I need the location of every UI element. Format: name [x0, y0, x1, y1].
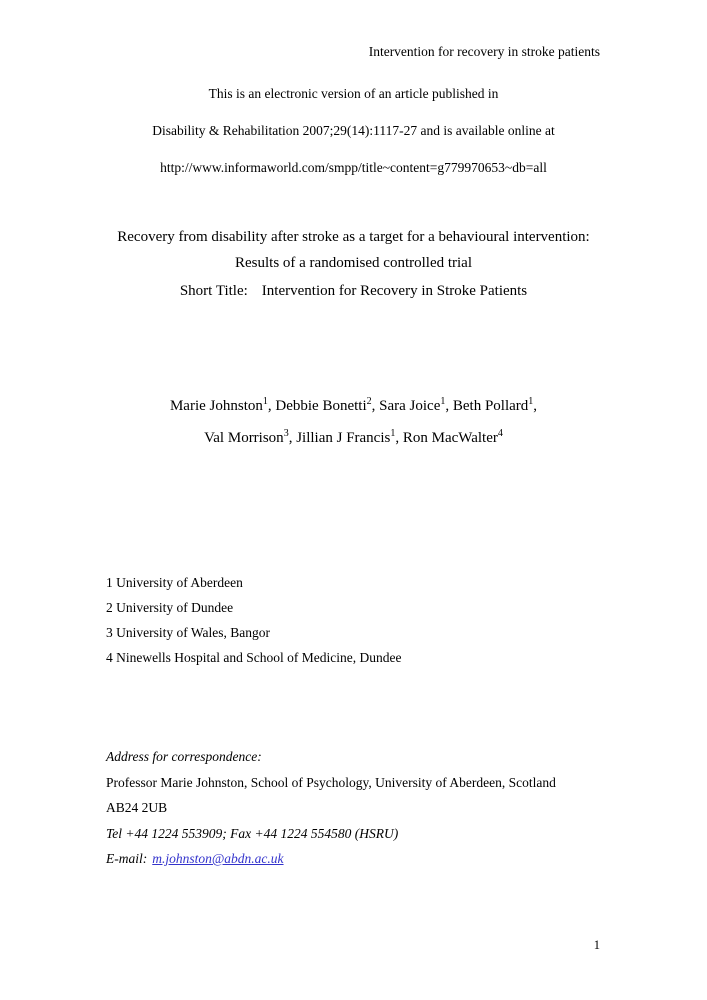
author-separator: ,	[533, 398, 538, 414]
author-val-morrison	[204, 430, 296, 446]
author-name: Beth Pollard	[452, 398, 529, 414]
correspondence-heading: Address for correspondence:	[106, 749, 262, 764]
author-list	[70, 390, 637, 454]
publication-note-url: http://www.informaworld.com/smpp/title~content=g779970653~db=all	[160, 160, 547, 175]
author-beth-pollard	[453, 398, 537, 414]
author-ron-macwalter	[403, 430, 503, 446]
affiliation-ref: 4	[497, 428, 503, 439]
publication-note	[70, 85, 637, 196]
author-separator: ,	[288, 430, 297, 446]
publication-note-line-2: Disability & Rehabilitation 2007;29(14):1117-27 and is available online at	[152, 123, 555, 138]
author-separator: ,	[371, 398, 380, 414]
author-jillian-francis	[296, 430, 403, 446]
affiliation-ref: 1	[440, 396, 446, 407]
short-title-label: Short Title:	[179, 283, 248, 299]
author-sara-joice	[379, 398, 453, 414]
author-separator: ,	[267, 398, 276, 414]
author-name: Jillian J Francis	[296, 430, 391, 446]
affiliation-2: 2 University of Dundee	[106, 600, 234, 615]
affiliation-ref: 1	[262, 396, 268, 407]
article-title: Recovery from disability after stroke as a target for a behavioural intervention: Results of a randomised controlled trial	[117, 229, 590, 271]
publication-note-line-1: This is an electronic version of an article published in	[208, 86, 499, 101]
author-separator: ,	[445, 398, 453, 414]
affiliation-4: 4 Ninewells Hospital and School of Medicine, Dundee	[106, 650, 402, 665]
affiliation-ref: 1	[390, 428, 396, 439]
title-block	[100, 224, 607, 304]
affiliation-3: 3 University of Wales, Bangor	[106, 625, 271, 640]
affiliation-ref: 3	[283, 428, 289, 439]
affiliation-1: 1 University of Aberdeen	[106, 575, 243, 590]
author-name: Sara Joice	[379, 398, 441, 414]
correspondence-address-line-1: Professor Marie Johnston, School of Psychology, University of Aberdeen, Scotland	[106, 774, 556, 790]
correspondence-block	[106, 744, 617, 872]
author-name: Debbie Bonetti	[275, 398, 367, 414]
short-title: Intervention for Recovery in Stroke Patients	[261, 283, 528, 299]
running-head: Intervention for recovery in stroke patients	[368, 44, 600, 59]
affiliation-ref: 1	[528, 396, 534, 407]
correspondence-email-line	[106, 846, 617, 872]
author-line-1	[70, 390, 637, 422]
author-name: Ron MacWalter	[402, 430, 498, 446]
author-name: Val Morrison	[204, 430, 284, 446]
email-label: E-mail:	[106, 851, 148, 866]
author-name: Marie Johnston	[169, 398, 263, 414]
author-debbie-bonetti	[275, 398, 379, 414]
affiliations	[106, 570, 600, 670]
correspondence-address-line-2: AB24 2UB	[106, 800, 168, 815]
author-separator: ,	[395, 430, 403, 446]
author-marie-johnston	[170, 398, 275, 414]
page-number: 1	[593, 938, 600, 952]
affiliation-ref: 2	[366, 396, 372, 407]
email-link[interactable]: m.johnston@abdn.ac.uk	[152, 851, 284, 866]
correspondence-tel-fax: Tel +44 1224 553909; Fax +44 1224 554580 (HSRU)	[106, 825, 399, 841]
author-line-2	[70, 422, 637, 454]
short-title-line	[100, 278, 607, 304]
